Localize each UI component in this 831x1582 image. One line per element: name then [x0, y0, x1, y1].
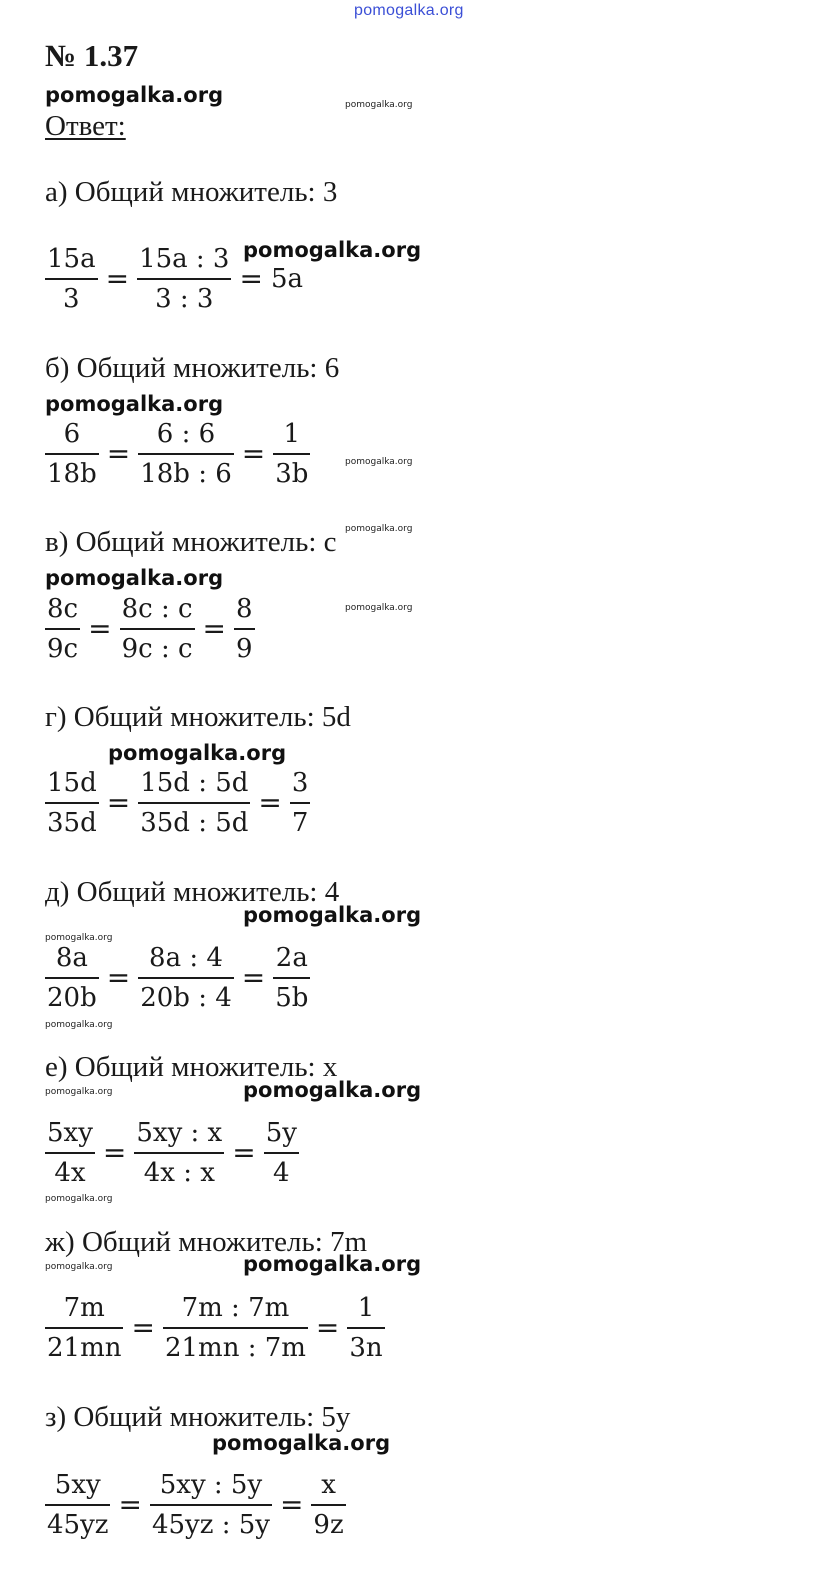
fraction — [45, 421, 99, 487]
problem-number-title: № 1.37 — [45, 38, 139, 73]
denominator: 4x : x — [143, 1158, 215, 1188]
numerator: 15d : 5d — [138, 770, 250, 804]
fraction — [134, 1120, 224, 1186]
numerator: 1 — [273, 421, 310, 455]
item-heading: а) Общий множитель: 3 — [45, 176, 338, 208]
numerator: 7m : 7m — [163, 1295, 308, 1329]
watermark: pomogalka.org — [243, 1078, 422, 1102]
item-heading: б) Общий множитель: 6 — [45, 352, 340, 384]
numerator: 7m — [45, 1295, 123, 1329]
answer-label: Ответ: — [45, 110, 126, 142]
denominator: 4x — [54, 1158, 86, 1188]
numerator: 8c : c — [120, 596, 195, 630]
fraction — [45, 1295, 123, 1361]
equals-sign: = — [315, 1311, 340, 1344]
fraction — [137, 246, 231, 312]
fraction — [138, 945, 234, 1011]
item-heading: в) Общий множитель: c — [45, 526, 337, 558]
denominator: 7 — [291, 808, 309, 838]
denominator: 3n — [349, 1333, 383, 1363]
numerator: 15a — [45, 246, 98, 280]
equals-sign: = — [232, 1136, 256, 1169]
equals-sign: = — [279, 1488, 304, 1521]
numerator: 8c — [45, 596, 80, 630]
equation — [45, 770, 310, 836]
equation — [45, 246, 303, 312]
equals-sign: = — [106, 961, 131, 994]
fraction — [45, 770, 99, 836]
fraction — [45, 596, 80, 662]
fraction — [163, 1295, 308, 1361]
watermark: pomogalka.org — [45, 566, 224, 590]
equation — [45, 1120, 299, 1186]
equals-sign: = — [258, 786, 282, 819]
watermark-small: pomogalka.org — [45, 1087, 113, 1097]
fraction — [45, 945, 99, 1011]
denominator: 35d : 5d — [140, 808, 249, 838]
watermark: pomogalka.org — [243, 1252, 422, 1276]
fraction — [150, 1472, 272, 1538]
denominator: 4 — [273, 1158, 290, 1188]
numerator: 5xy : x — [134, 1120, 224, 1154]
equals-sign: = — [239, 262, 263, 295]
numerator: 5xy : 5y — [150, 1472, 272, 1506]
equation — [45, 1472, 346, 1538]
fraction — [120, 596, 195, 662]
watermark: pomogalka.org — [108, 741, 287, 765]
equals-sign: = — [202, 612, 227, 645]
equals-sign: = — [88, 612, 112, 645]
fraction — [290, 770, 311, 836]
equation — [45, 945, 310, 1011]
numerator: x — [311, 1472, 345, 1506]
item-heading: з) Общий множитель: 5y — [45, 1401, 351, 1433]
equals-sign: = — [241, 961, 266, 994]
denominator: 21mn — [47, 1333, 122, 1363]
denominator: 9c : c — [121, 634, 193, 664]
denominator: 18b — [47, 459, 97, 489]
numerator: 8a : 4 — [138, 945, 234, 979]
equation — [45, 1295, 385, 1361]
equals-sign: = — [102, 1136, 127, 1169]
numerator: 5y — [264, 1120, 299, 1154]
watermark-top[interactable]: pomogalka.org — [354, 2, 464, 19]
numerator: 8 — [234, 596, 255, 630]
numerator: 1 — [347, 1295, 384, 1329]
fraction — [264, 1120, 299, 1186]
equals-sign: = — [106, 786, 131, 819]
fraction — [273, 421, 310, 487]
watermark-small: pomogalka.org — [345, 603, 413, 613]
watermark-small: pomogalka.org — [45, 1020, 113, 1030]
denominator: 3 — [63, 284, 80, 314]
denominator: 20b : 4 — [140, 983, 232, 1013]
equation — [45, 596, 255, 662]
numerator: 5xy — [45, 1472, 110, 1506]
denominator: 3b — [275, 459, 309, 489]
denominator: 21mn : 7m — [164, 1333, 306, 1363]
numerator: 8a — [45, 945, 99, 979]
fraction — [234, 596, 255, 662]
item-heading: ж) Общий множитель: 7m — [45, 1226, 368, 1258]
denominator: 18b : 6 — [140, 459, 232, 489]
watermark: pomogalka.org — [243, 238, 422, 262]
item-heading: г) Общий множитель: 5d — [45, 701, 351, 733]
watermark: pomogalka.org — [243, 903, 422, 927]
fraction — [273, 945, 310, 1011]
watermark-small: pomogalka.org — [345, 524, 413, 534]
equals-sign: = — [241, 437, 266, 470]
equals-sign: = — [131, 1311, 155, 1344]
equals-sign: = — [118, 1488, 142, 1521]
denominator: 3 : 3 — [155, 284, 214, 314]
numerator: 5xy — [45, 1120, 95, 1154]
result: 5a — [270, 264, 303, 294]
denominator: 45yz : 5y — [151, 1510, 270, 1540]
equals-sign: = — [105, 262, 130, 295]
fraction — [138, 421, 234, 487]
watermark: pomogalka.org — [45, 83, 224, 107]
item-heading: е) Общий множитель: x — [45, 1051, 338, 1083]
fraction — [45, 1472, 110, 1538]
fraction — [138, 770, 250, 836]
fraction — [311, 1472, 345, 1538]
watermark-small: pomogalka.org — [45, 1194, 113, 1204]
equation — [45, 421, 310, 487]
item-heading: д) Общий множитель: 4 — [45, 876, 340, 908]
denominator: 35d — [47, 808, 97, 838]
equals-sign: = — [106, 437, 131, 470]
denominator: 45yz — [47, 1510, 109, 1540]
denominator: 9c — [47, 634, 79, 664]
numerator: 15d — [45, 770, 99, 804]
watermark: pomogalka.org — [212, 1431, 391, 1455]
numerator: 2a — [273, 945, 310, 979]
watermark-small: pomogalka.org — [345, 100, 413, 110]
denominator: 9z — [313, 1510, 344, 1540]
denominator: 20b — [47, 983, 97, 1013]
watermark: pomogalka.org — [45, 392, 224, 416]
denominator: 9 — [236, 634, 253, 664]
watermark-small: pomogalka.org — [45, 933, 113, 943]
watermark-small: pomogalka.org — [45, 1262, 113, 1272]
denominator: 5b — [275, 983, 309, 1013]
numerator: 3 — [290, 770, 311, 804]
fraction — [347, 1295, 384, 1361]
numerator: 6 — [45, 421, 99, 455]
numerator: 6 : 6 — [138, 421, 234, 455]
numerator: 15a : 3 — [137, 246, 231, 280]
fraction — [45, 1120, 95, 1186]
watermark-small: pomogalka.org — [345, 457, 413, 467]
fraction — [45, 246, 98, 312]
